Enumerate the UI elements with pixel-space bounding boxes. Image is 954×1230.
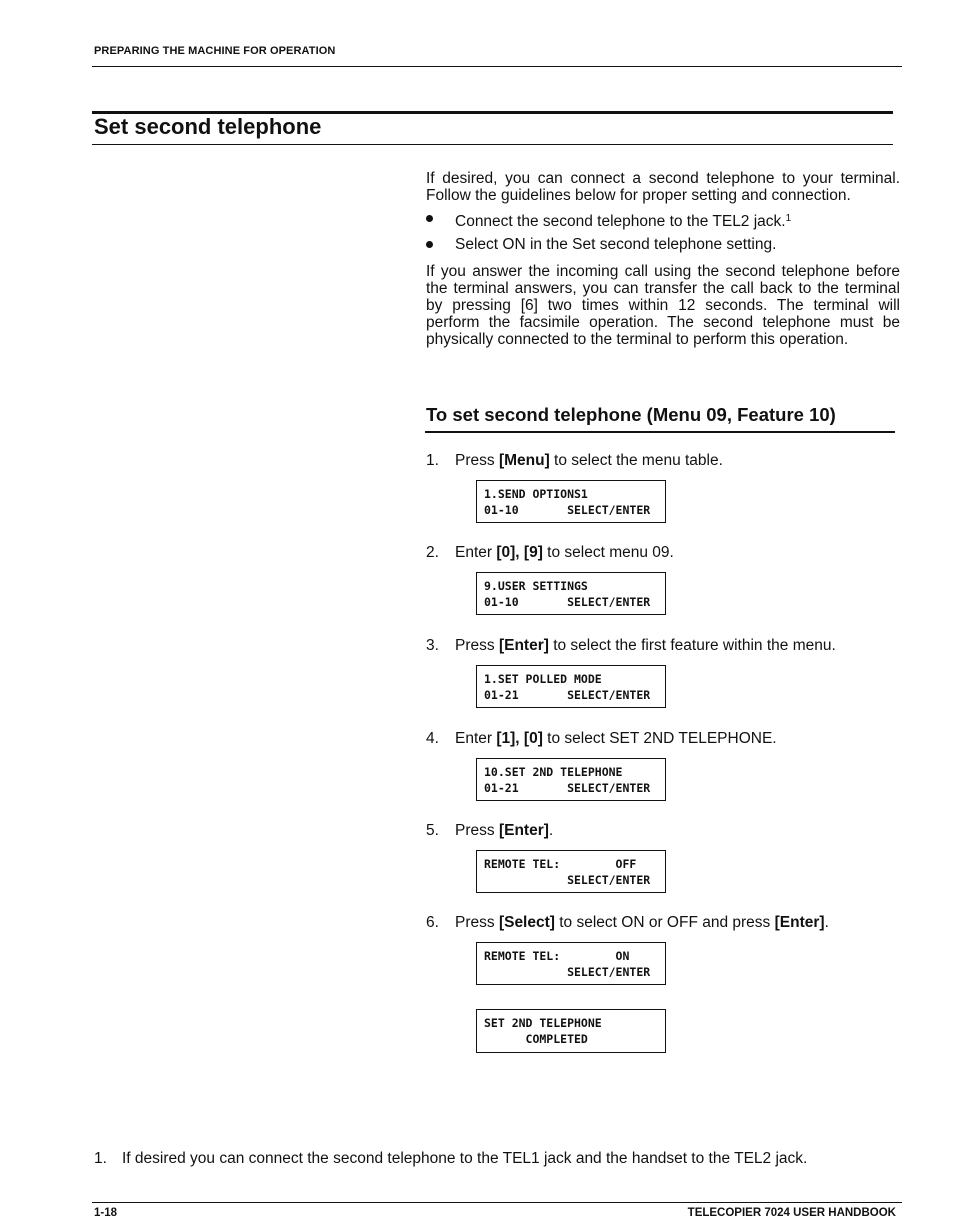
key-label: [0], [9] <box>496 544 543 561</box>
footnote-mark: 1 <box>785 213 792 224</box>
step-number: 4. <box>426 730 439 747</box>
step-text: Press [Enter] to select the first feature within the menu. <box>455 637 836 654</box>
bullet-text: Select ON in the Set second telephone setting. <box>455 236 777 253</box>
bullet-item <box>426 236 900 254</box>
footnote-text: If desired you can connect the second telephone to the TEL1 jack and the handset to the TEL2 jack. <box>122 1150 808 1167</box>
lcd-line-2: 01-10 SELECT/ENTER <box>484 595 651 609</box>
key-label: [Enter] <box>498 822 549 839</box>
transfer-paragraph: If you answer the incoming call using the second telephone before the terminal answers, you can transfer the call back to the terminal by pressing [6] two times within 12 seconds. The terminal will perform the facsimile operation. The second telephone must be physically connected to the terminal to perform this operation. <box>426 263 900 348</box>
section-title: Set second telephone <box>94 114 322 139</box>
step-number: 5. <box>426 822 439 839</box>
step-number: 2. <box>426 544 439 561</box>
lcd-line-1: 1.SET POLLED MODE <box>484 672 602 686</box>
bullet-icon <box>426 241 433 248</box>
lcd-line-1: 10.SET 2ND TELEPHONE <box>484 765 623 779</box>
lcd-line-2: SELECT/ENTER <box>484 873 651 887</box>
lcd-display <box>476 480 666 523</box>
footnote <box>94 1150 807 1168</box>
lcd-line-2: COMPLETED <box>484 1032 588 1046</box>
key-label: [Select] <box>498 914 555 931</box>
running-head: PREPARING THE MACHINE FOR OPERATION <box>94 45 336 57</box>
lcd-line-1: REMOTE TEL: ON <box>484 949 630 963</box>
lcd-line-1: 9.USER SETTINGS <box>484 579 588 593</box>
key-label: [1], [0] <box>496 730 543 747</box>
footer-rule <box>92 1202 902 1203</box>
lcd-line-2: 01-21 SELECT/ENTER <box>484 781 651 795</box>
step-number: 1. <box>426 452 439 469</box>
step-text: Enter [1], [0] to select SET 2ND TELEPHONE. <box>455 730 777 747</box>
lcd-display <box>476 1009 666 1053</box>
lcd-line-2: SELECT/ENTER <box>484 965 651 979</box>
footnote-number: 1. <box>94 1150 107 1167</box>
step-text: Press [Menu] to select the menu table. <box>455 452 723 469</box>
key-label: [Enter] <box>498 637 549 654</box>
header-rule <box>92 66 902 67</box>
lcd-line-2: 01-10 SELECT/ENTER <box>484 503 651 517</box>
key-label: [Enter] <box>774 914 825 931</box>
lcd-display <box>476 850 666 893</box>
step-text: Enter [0], [9] to select menu 09. <box>455 544 674 561</box>
lcd-display <box>476 665 666 708</box>
page-number: 1-18 <box>94 1207 118 1219</box>
key-label: [Menu] <box>498 452 550 469</box>
step-number: 6. <box>426 914 439 931</box>
lcd-line-2: 01-21 SELECT/ENTER <box>484 688 651 702</box>
lcd-display <box>476 942 666 985</box>
lcd-line-1: SET 2ND TELEPHONE <box>484 1016 602 1030</box>
bullet-text: Connect the second telephone to the TEL2 jack. <box>455 213 786 230</box>
step-text: Press [Enter]. <box>455 822 554 839</box>
book-title: TELECOPIER 7024 USER HANDBOOK <box>687 1207 896 1219</box>
step-number: 3. <box>426 637 439 654</box>
intro-paragraph: If desired, you can connect a second telephone to your terminal. Follow the guidelines below for proper setting and connection. <box>426 170 900 204</box>
bullet-icon <box>426 215 433 222</box>
lcd-display <box>476 572 666 615</box>
step-text: Press [Select] to select ON or OFF and press [Enter]. <box>455 914 829 931</box>
lcd-display <box>476 758 666 801</box>
lcd-line-1: 1.SEND OPTIONS1 <box>484 487 588 501</box>
lcd-line-1: REMOTE TEL: OFF <box>484 857 637 871</box>
section-bottom-rule <box>92 144 893 145</box>
bullet-item <box>426 210 900 228</box>
procedure-rule <box>425 431 895 433</box>
procedure-title: To set second telephone (Menu 09, Feature 10) <box>426 404 836 425</box>
